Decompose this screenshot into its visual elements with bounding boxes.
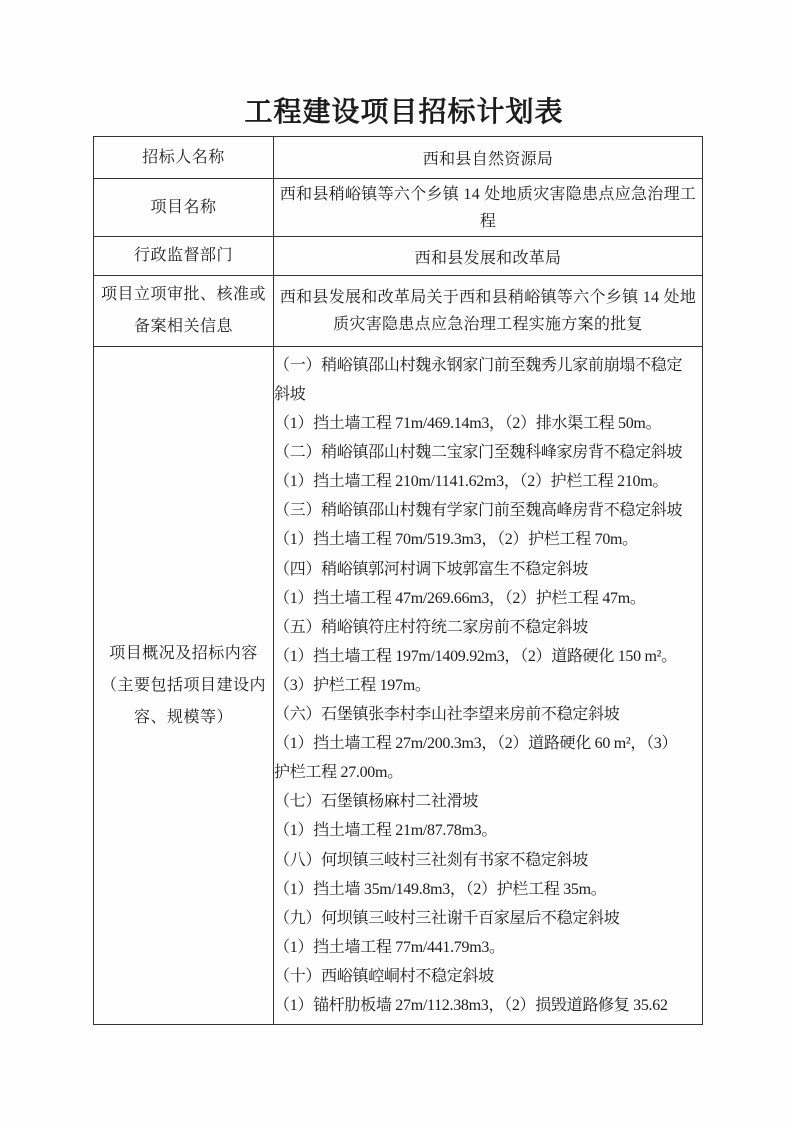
text-line: （1）挡土墙工程 197m/1409.92m3，（2）道路硬化 150 m²。 [274, 647, 677, 665]
page-title: 工程建设项目招标计划表 [244, 97, 564, 128]
project-overview-content [274, 347, 703, 1025]
approval-info-label [94, 276, 274, 347]
supervising-department-value: 西和县发展和改革局 [274, 237, 703, 276]
text-line: （十）西峪镇崆峒村不稳定斜坡 [274, 967, 494, 985]
text-line: （1）挡土墙工程 77m/441.79m3。 [274, 938, 505, 956]
text-line: 质灾害隐患点应急治理工程实施方案的批复 [333, 316, 643, 333]
bidding-plan-table [93, 136, 703, 1025]
text-line: （1）挡土墙工程 70m/519.3m3，（2）护栏工程 70m。 [274, 531, 638, 549]
text-line: （四）稍峪镇郭河村调下坡郭富生不稳定斜坡 [274, 560, 589, 578]
text-line: （1）挡土墙工程 21m/87.78m3。 [274, 822, 498, 840]
text-line: （1）锚杆肋板墙 27m/112.38m3，（2）损毁道路修复 35.62 [274, 996, 668, 1014]
table-row-supervising-department [94, 237, 703, 276]
text-line: 西和县稍峪镇等六个乡镇 14 处地质灾害隐患点应急治理工 [279, 185, 697, 203]
text-line: 程 [479, 212, 497, 230]
text-line: 护栏工程 27.00m。 [274, 764, 403, 782]
approval-info-value [274, 276, 703, 347]
project-overview-label [94, 347, 274, 1025]
text-line: （3）护栏工程 197m。 [274, 676, 431, 694]
text-line: （七）石堡镇杨麻村二社滑坡 [274, 793, 479, 811]
text-line: 备案相关信息 [133, 318, 233, 335]
text-line: （二）稍峪镇邵山村魏二宝家门至魏科峰家房背不稳定斜坡 [274, 444, 683, 462]
bidder-name-label: 招标人名称 [94, 137, 274, 179]
text-line: 项目立项审批、核准或 [100, 286, 266, 303]
text-line: 斜坡 [274, 386, 306, 404]
project-name-value [274, 179, 703, 237]
supervising-department-label: 行政监督部门 [94, 237, 274, 276]
text-line: 容、规模等） [133, 708, 233, 726]
text-line: （1）挡土墙工程 71m/469.14m3，（2）排水渠工程 50m。 [274, 415, 662, 433]
text-line: （八）何坝镇三岐村三社剡有书家不稳定斜坡 [274, 851, 589, 869]
table-row-project-overview [94, 347, 703, 1025]
table-row-approval-info [94, 276, 703, 347]
text-line: 项目概况及招标内容 [109, 644, 258, 662]
text-line: （1）挡土墙工程 27m/200.3m3，（2）道路硬化 60 m²，（3） [274, 735, 678, 753]
text-line: （一）稍峪镇邵山村魏永钢家门前至魏秀儿家前崩塌不稳定 [274, 356, 683, 374]
project-name-label: 项目名称 [94, 179, 274, 237]
table-row-project-name [94, 179, 703, 237]
text-line: 西和县发展和改革局关于西和县稍峪镇等六个乡镇 14 处地 [279, 289, 697, 306]
text-line: （五）稍峪镇符庄村符统二家房前不稳定斜坡 [274, 618, 589, 636]
table-row-bidder-name [94, 137, 703, 179]
text-line: （1）挡土墙工程 47m/269.66m3，（2）护栏工程 47m。 [274, 589, 646, 607]
text-line: （六）石堡镇张李村李山社李望来房前不稳定斜坡 [274, 706, 620, 724]
text-line: （三）稍峪镇邵山村魏有学家门前至魏高峰房背不稳定斜坡 [274, 502, 683, 520]
text-line: （主要包括项目建设内 [100, 676, 266, 694]
text-line: （1）挡土墙工程 210m/1141.62m3，（2）护栏工程 210m。 [274, 473, 669, 491]
text-line: （九）何坝镇三岐村三社谢千百家屋后不稳定斜坡 [274, 909, 620, 927]
text-line: （1）挡土墙 35m/149.8m3，（2）护栏工程 35m。 [274, 880, 607, 898]
bidder-name-value: 西和县自然资源局 [274, 137, 703, 179]
